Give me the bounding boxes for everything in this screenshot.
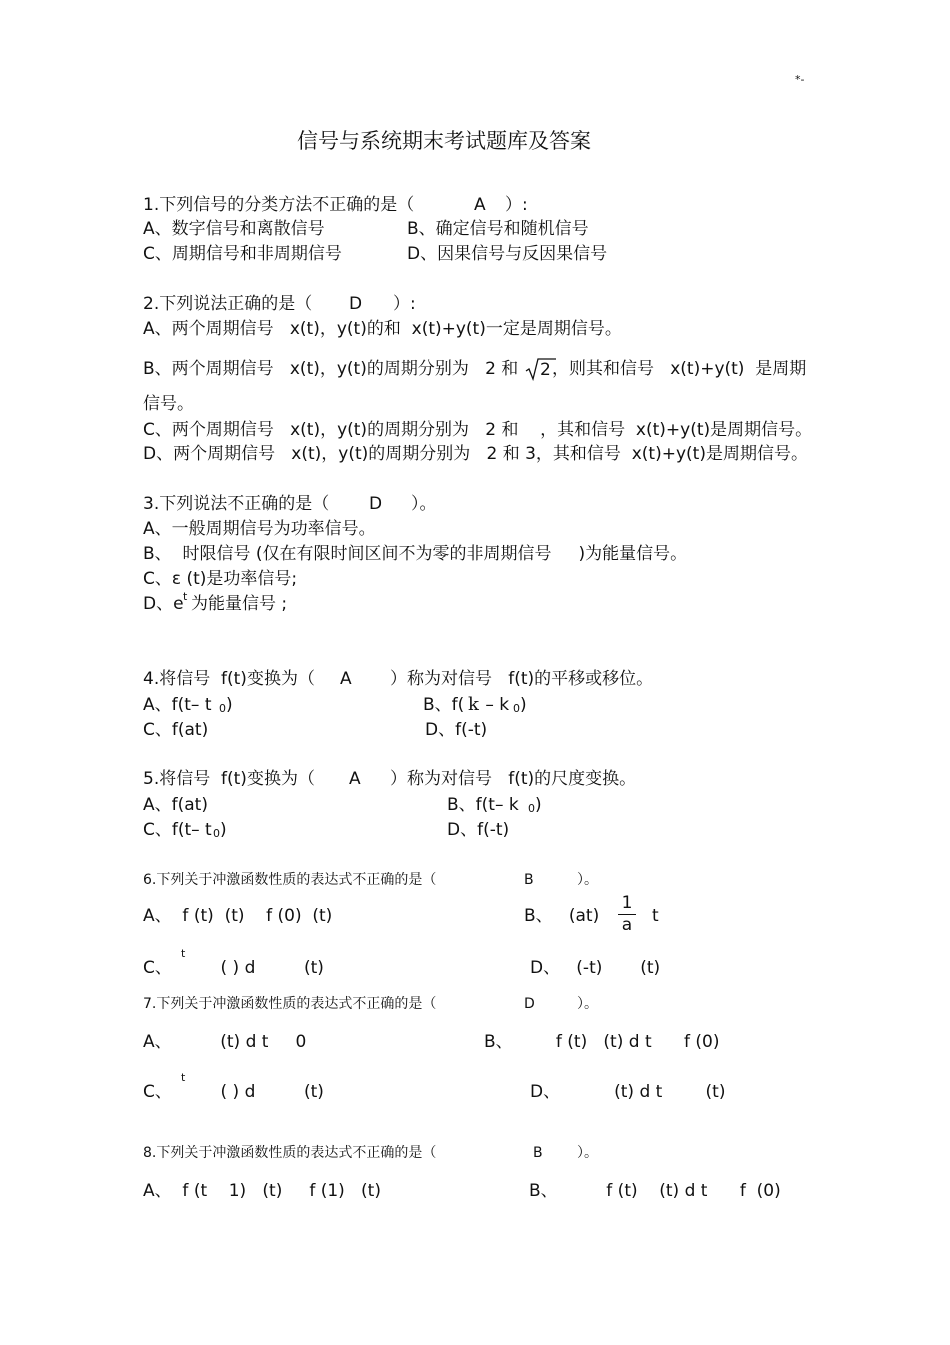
option-c-subscript: 0: [213, 827, 220, 840]
option-b-suffix: ，则其和信号 x(t)+y(t) 是周期: [552, 359, 807, 379]
answer-letter: A: [474, 195, 486, 215]
fraction-numerator: 1: [621, 893, 633, 913]
answer-letter: D: [369, 494, 383, 514]
option-d-superscript: t: [183, 590, 188, 603]
option-b-subscript: 0: [513, 702, 520, 715]
option-b-close: ): [535, 795, 542, 815]
option-c: C、f(at): [143, 720, 209, 740]
sqrt-radicand: 2: [540, 360, 551, 380]
option-d: D、两个周期信号 x(t)，y(t)的周期分别为 2 和 3，其和信号 x(t)+y(t)是周期信号。: [143, 444, 808, 464]
integral-upper-limit: t: [181, 1071, 186, 1084]
question-stem: 8.下列关于冲激函数性质的表达式不正确的是（: [143, 1145, 437, 1161]
page-title: 信号与系统期末考试题库及答案: [297, 129, 591, 153]
answer-letter: D: [349, 294, 363, 314]
option-a: A、 (t) d t 0: [143, 1032, 307, 1052]
stem-close: ）。: [577, 1145, 598, 1161]
option-a: A、f(t– t: [143, 695, 212, 715]
stem-close: ）。: [411, 494, 437, 514]
option-a: A、 f (t) (t) f (0) (t): [143, 906, 333, 926]
fraction: [618, 895, 636, 934]
option-d-prefix: D、e: [143, 594, 184, 614]
question-stem: 7.下列关于冲激函数性质的表达式不正确的是（: [143, 996, 437, 1012]
option-a: A、一般周期信号为功率信号。: [143, 519, 376, 539]
answer-letter: D: [524, 996, 535, 1012]
option-b: B、 f (t) (t) d t f (0): [529, 1181, 781, 1201]
option-b-k: k: [468, 694, 479, 715]
page-header-mark: *-: [795, 73, 805, 86]
option-d: D、f(-t): [425, 720, 488, 740]
option-b: B、 (at): [524, 906, 600, 926]
option-b-subscript: 0: [528, 802, 535, 815]
question-stem: 3.下列说法不正确的是（: [143, 494, 330, 514]
stem-close: ）:: [505, 195, 528, 215]
answer-letter: B: [524, 872, 534, 888]
option-b-continued: 信号。: [143, 394, 194, 414]
option-b-middle: – k: [480, 695, 510, 715]
option-b-close: ): [520, 695, 527, 715]
question-stem: 5.将信号 f(t)变换为（: [143, 769, 315, 789]
answer-letter: A: [349, 769, 361, 789]
fraction-denominator: a: [621, 915, 633, 935]
option-b: B、确定信号和随机信号: [407, 219, 589, 239]
option-c: C、两个周期信号 x(t)，y(t)的周期分别为 2 和 ，其和信号 x(t)+y(t)是周期信号。: [143, 420, 813, 440]
option-b: B、 时限信号 (仅在有限时间区间不为零的非周期信号 )为能量信号。: [143, 544, 688, 564]
option-a: A、 f (t 1) (t) f (1) (t): [143, 1181, 381, 1201]
option-a-close: ): [226, 695, 233, 715]
answer-letter: A: [340, 669, 352, 689]
option-c: C、f(t– t: [143, 820, 212, 840]
option-c-close: ): [220, 820, 227, 840]
question-stem: 6.下列关于冲激函数性质的表达式不正确的是（: [143, 872, 437, 888]
option-b: B、f(: [423, 695, 465, 715]
option-b: B、 f (t) (t) d t f (0): [484, 1032, 720, 1052]
stem-close: ）。: [577, 996, 598, 1012]
option-d: D、 (t) d t (t): [530, 1082, 726, 1102]
stem-close: ）称为对信号 f(t)的尺度变换。: [390, 769, 637, 789]
option-b: B、f(t– k: [447, 795, 519, 815]
option-a: A、f(at): [143, 795, 208, 815]
option-b-prefix: B、两个周期信号 x(t)，y(t)的周期分别为 2 和: [143, 359, 519, 379]
question-stem: 1.下列信号的分类方法不正确的是（: [143, 195, 415, 215]
option-a: A、两个周期信号 x(t)，y(t)的和 x(t)+y(t)一定是周期信号。: [143, 319, 622, 339]
option-d-suffix: 为能量信号 ;: [191, 594, 288, 614]
question-stem: 4.将信号 f(t)变换为（: [143, 669, 315, 689]
option-d: D、 (-t) (t): [530, 958, 661, 978]
option-c: C、 ( ) d (t): [143, 1082, 324, 1102]
answer-letter: B: [533, 1145, 543, 1161]
option-d: D、因果信号与反因果信号: [407, 244, 608, 264]
option-a: A、数字信号和离散信号: [143, 219, 325, 239]
question-stem: 2.下列说法正确的是（: [143, 294, 313, 314]
option-a-subscript: 0: [219, 702, 226, 715]
stem-close: ）:: [393, 294, 416, 314]
option-c: C、ε (t)是功率信号;: [143, 569, 298, 589]
option-c: C、周期信号和非周期信号: [143, 244, 342, 264]
option-c: C、 ( ) d (t): [143, 958, 324, 978]
option-d: D、f(-t): [447, 820, 510, 840]
integral-upper-limit: t: [181, 947, 186, 960]
stem-close: ）。: [577, 872, 598, 888]
stem-close: ）称为对信号 f(t)的平移或移位。: [390, 669, 654, 689]
option-b-argument: t: [652, 906, 659, 926]
